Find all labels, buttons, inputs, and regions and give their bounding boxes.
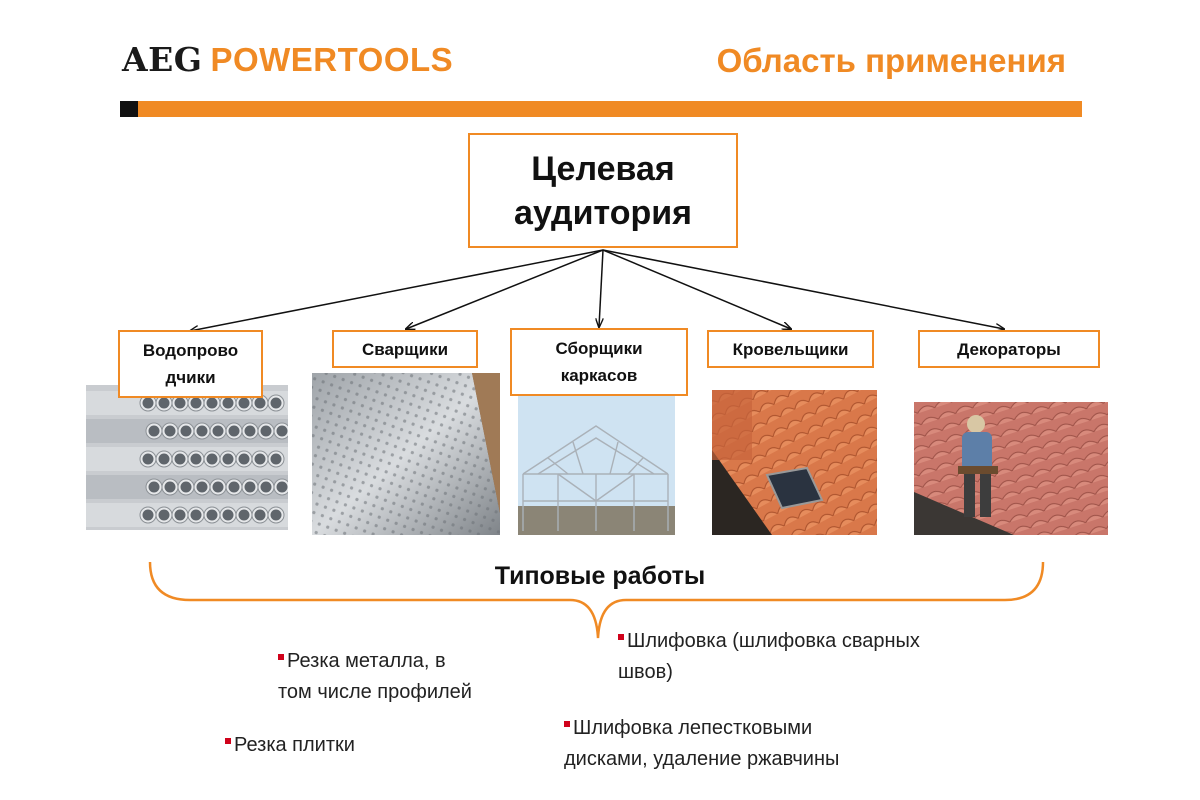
arrow-to-welders [406,250,603,329]
roof-tiles-photo [712,390,877,535]
work-item-flap-disc-grinding [564,713,839,775]
category-plumbers: Водопрово дчики [118,330,263,398]
bullet-square-icon [225,738,231,744]
arrow-to-decorators [603,250,1004,329]
typical-works-title: Типовые работы [494,562,706,590]
metal-sheet-photo [312,373,500,535]
roofer-worker-photo [914,402,1108,535]
work-item-metal-cutting [278,646,472,708]
header-bar-black [120,101,138,117]
arrow-to-frame-builders [599,250,603,327]
category-frame-builders: Сборщики каркасов [510,328,688,396]
steel-frame-photo [518,396,675,535]
category-welders: Сварщики [332,330,478,368]
work-item-text: Шлифовка лепестковыми дисками, удаление ржавчины [564,717,840,770]
target-audience-box: Целевая аудитория [468,133,738,248]
work-item-weld-grinding [618,626,920,688]
brand-logo [122,40,453,79]
arrow-to-plumbers [190,250,603,331]
pipes-photo [86,385,288,530]
work-item-text: Резка металла, в том числе профилей [278,650,472,703]
work-item-text: Шлифовка (шлифовка сварных швов) [618,630,920,683]
work-item-tile-cutting [225,730,355,761]
category-decorators: Декораторы [918,330,1100,368]
work-item-text: Резка плитки [234,734,355,756]
brand-aeg: AEG [122,40,203,79]
category-roofers: Кровельщики [707,330,874,368]
arrow-to-roofers [603,250,791,329]
bullet-square-icon [278,654,284,660]
bullet-square-icon [618,634,624,640]
brand-powertools: POWERTOOLS [210,41,454,78]
header-bar-orange [138,101,1082,117]
bullet-square-icon [564,721,570,727]
slide-title: Область применения [716,42,1066,79]
